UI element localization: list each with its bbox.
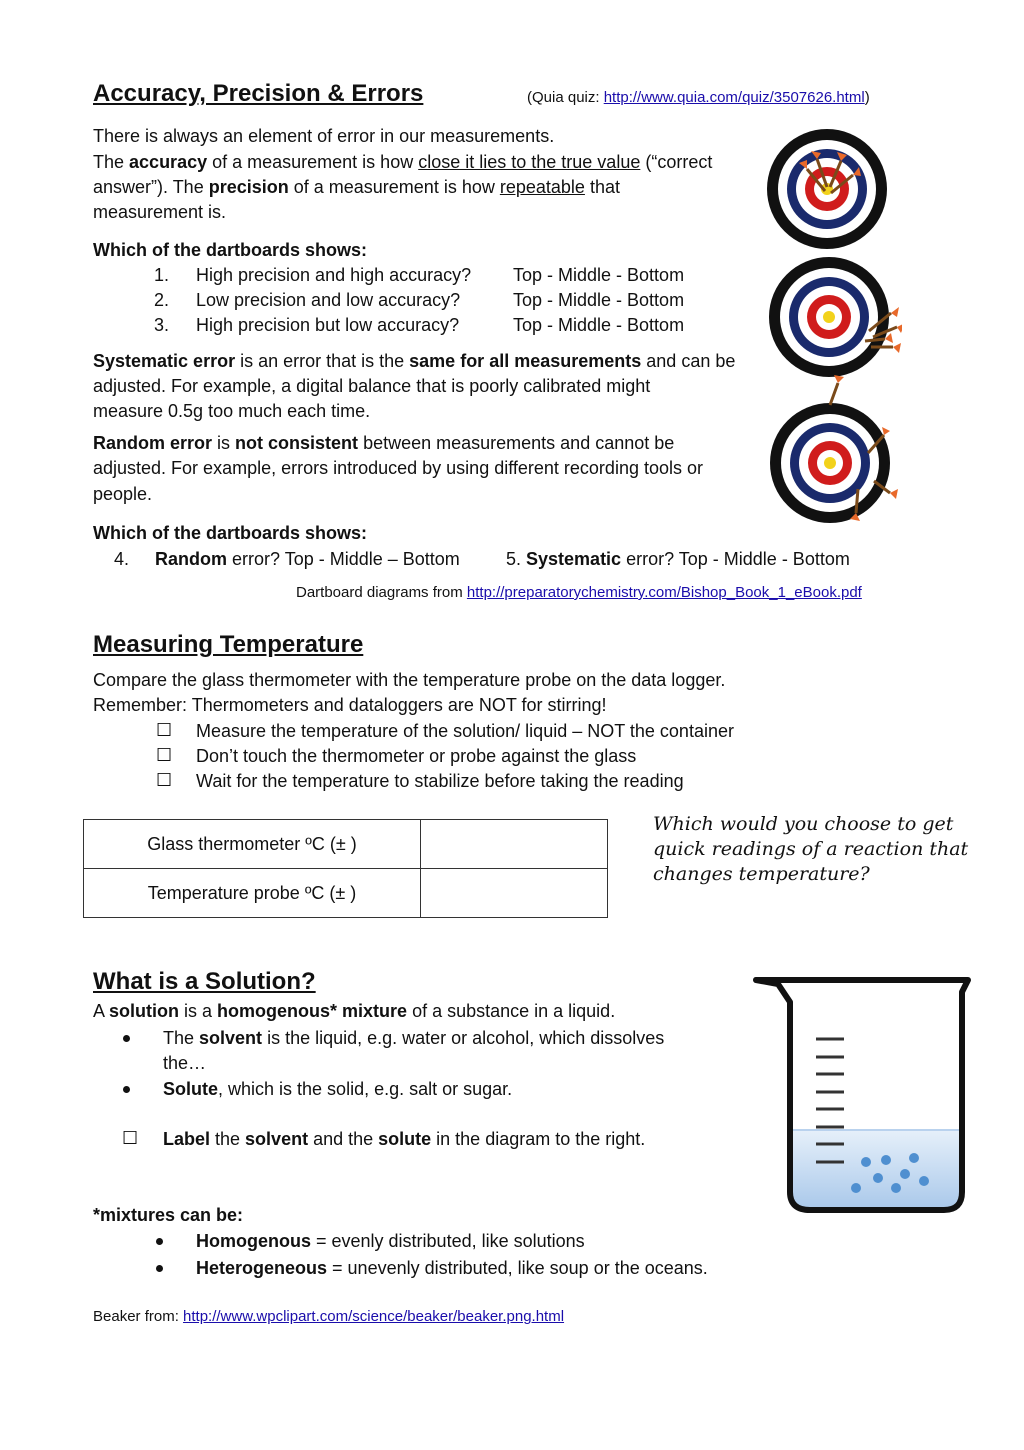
quiz-prefix: (Quia quiz: [527, 89, 604, 106]
dartboard-bottom [770, 375, 898, 523]
glass-thermometer-label: Glass thermometer ºC (± ) [84, 820, 421, 869]
bullet-icon [123, 1086, 130, 1093]
dartboard-credit-link[interactable]: http://preparatorychemistry.com/Bishop_Book_1_eBook.pdf [466, 584, 862, 601]
temperature-table [83, 819, 608, 918]
systematic-error-line-1: Systematic error is an error that is the same for all measurements and can be [93, 351, 736, 371]
dartboards-illustration [762, 122, 902, 532]
check-item-1: Measure the temperature of the solution/ liquid – NOT the container [196, 721, 734, 741]
solvent-item: The solvent is the liquid, e.g. water or alcohol, which dissolves [163, 1028, 665, 1048]
checkbox-3[interactable]: ☐ [156, 770, 173, 790]
question-5[interactable]: 5. Systematic error? Top - Middle - Bottom [506, 549, 850, 569]
temperature-question: Which would you choose to get quick readings of a reaction that changes temperature? [653, 813, 969, 885]
mixtures-heading: *mixtures can be: [93, 1205, 244, 1225]
mixture-homogenous: Homogenous = evenly distributed, like solutions [196, 1231, 585, 1251]
dartboard-credit: Dartboard diagrams from http://preparatorychemistry.com/Bishop_Book_1_eBook.pdf [296, 584, 862, 601]
bullet-icon [156, 1265, 163, 1272]
accuracy-definition: The accuracy of a measurement is how close it lies to the true value (“correct [93, 152, 713, 172]
section-title-temperature: Measuring Temperature [93, 631, 364, 658]
random-error-line-1: Random error is not consistent between measurements and cannot be [93, 433, 675, 453]
question-4[interactable]: Random error? Top - Middle – Bottom [155, 549, 460, 569]
question-2: 2. [154, 290, 170, 310]
question-3-options[interactable]: Top - Middle - Bottom [513, 315, 685, 335]
question-1-text: High precision and high accuracy? [196, 265, 472, 285]
bullet-icon [156, 1238, 163, 1245]
precision-definition-end: measurement is. [93, 202, 227, 222]
table-row [84, 869, 608, 918]
beaker-illustration [750, 972, 974, 1218]
check-item-2: Don’t touch the thermometer or probe against the glass [196, 746, 637, 766]
checkbox-1[interactable]: ☐ [156, 720, 173, 740]
beaker-credit-link[interactable]: http://www.wpclipart.com/science/beaker/beaker.png.html [183, 1308, 565, 1325]
question-heading-2: Which of the dartboards shows: [93, 523, 368, 543]
question-2-text: Low precision and low accuracy? [196, 290, 461, 310]
random-error-line-2: adjusted. For example, errors introduced by using different recording tools or [93, 458, 703, 478]
temperature-probe-label: Temperature probe ºC (± ) [84, 869, 421, 918]
systematic-error-line-2: adjusted. For example, a digital balance that is poorly calibrated might [93, 376, 651, 396]
checkbox-2[interactable]: ☐ [156, 745, 173, 765]
section-title-accuracy: Accuracy, Precision & Errors [93, 80, 424, 107]
quiz-reference [527, 89, 870, 106]
quiz-link[interactable]: http://www.quia.com/quiz/3507626.html [603, 89, 865, 106]
temperature-probe-value[interactable] [421, 869, 608, 918]
label-task-checkbox[interactable]: ☐ [122, 1128, 139, 1148]
intro-line-1: There is always an element of error in our measurements. [93, 126, 555, 146]
solute-item: Solute, which is the solid, e.g. salt or sugar. [163, 1079, 513, 1099]
dartboard-top [767, 129, 887, 249]
beaker-credit: Beaker from: http://www.wpclipart.com/science/beaker/beaker.png.html [93, 1308, 565, 1325]
mixture-heterogeneous: Heterogeneous = unevenly distributed, like soup or the oceans. [196, 1258, 708, 1278]
random-error-line-3: people. [93, 484, 153, 504]
temperature-intro-1: Compare the glass thermometer with the temperature probe on the data logger. [93, 670, 726, 690]
label-task: Label the solvent and the solute in the diagram to the right. [163, 1129, 646, 1149]
question-1: 1. [154, 265, 170, 285]
glass-thermometer-value[interactable] [421, 820, 608, 869]
question-heading-1: Which of the dartboards shows: [93, 240, 368, 260]
check-item-3: Wait for the temperature to stabilize before taking the reading [196, 771, 684, 791]
table-row [84, 820, 608, 869]
solution-definition: A solution is a homogenous* mixture of a substance in a liquid. [93, 1001, 616, 1021]
question-1-options[interactable]: Top - Middle - Bottom [513, 265, 685, 285]
question-3: 3. [154, 315, 170, 335]
quiz-suffix: ) [864, 89, 870, 106]
bullet-icon [123, 1035, 130, 1042]
question-4-number: 4. [114, 549, 130, 569]
section-title-solution: What is a Solution? [93, 968, 316, 995]
precision-definition: answer”). The precision of a measurement is how repeatable that [93, 177, 620, 197]
question-2-options[interactable]: Top - Middle - Bottom [513, 290, 685, 310]
systematic-error-line-3: measure 0.5g too much each time. [93, 401, 371, 421]
question-3-text: High precision but low accuracy? [196, 315, 460, 335]
temperature-intro-2: Remember: Thermometers and dataloggers are NOT for stirring! [93, 695, 607, 715]
solvent-item-cont: the… [163, 1053, 207, 1073]
dartboard-middle [769, 257, 902, 377]
